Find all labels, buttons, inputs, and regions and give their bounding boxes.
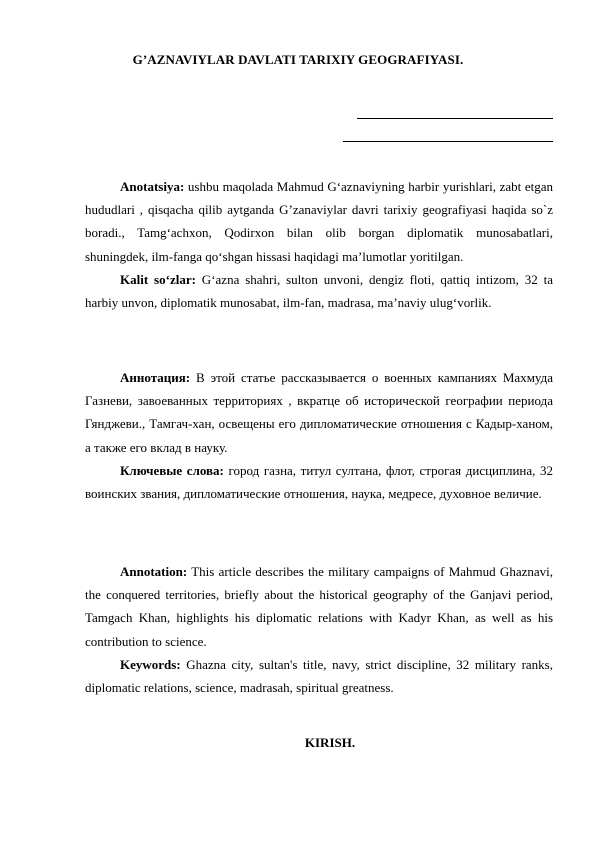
english-annotation-label: Annotation: bbox=[120, 564, 188, 579]
russian-keywords-text: город газна, титул султана, флот, строгая дисциплина, 32 воинских звания, дипломатические отношения, наука, медресе, духовное величие. bbox=[85, 462, 553, 502]
author-name-line bbox=[357, 118, 553, 119]
article-title: G’AZNAVIYLAR DAVLATI TARIXIY GEOGRAFIYASI. bbox=[132, 52, 464, 67]
section-heading-introduction: KIRISH. bbox=[304, 735, 356, 750]
english-keywords-label: Keywords: bbox=[120, 656, 181, 672]
uzbek-keywords bbox=[85, 268, 553, 314]
russian-keywords-label: Ключевые слова: bbox=[120, 462, 224, 478]
russian-annotation-label: Аннотация: bbox=[120, 370, 191, 385]
russian-abstract-section bbox=[85, 366, 553, 505]
english-keywords bbox=[85, 653, 553, 699]
russian-keywords bbox=[85, 459, 553, 505]
english-annotation bbox=[85, 560, 553, 653]
english-annotation-text: This article describes the military campaigns of Mahmud Ghaznavi, the conquered territories, briefly about the historical geography of the Ganjavi period, Tamgach Khan, highlights his diplomatic relations with Kadyr Khan, as well as his contribution to science. bbox=[85, 564, 553, 649]
russian-annotation bbox=[85, 366, 553, 459]
english-abstract-section bbox=[85, 560, 553, 699]
russian-annotation-text: В этой статье рассказывается о военных кампаниях Махмуда Газневи, завоеванных территориях , вкратце об исторической географии периода Гянджеви., Тамгач-хан, освещены его дипломатические отношения с Кадыр-ханом, а также его вклад в науку. bbox=[85, 370, 553, 455]
english-keywords-text: Ghazna city, sultan's title, navy, strict discipline, 32 military ranks, diplomatic relations, science, madrasah, spiritual greatness. bbox=[85, 656, 553, 696]
uzbek-keywords-label: Kalit so‘zlar: bbox=[120, 271, 196, 287]
uzbek-abstract-section bbox=[85, 175, 553, 314]
uzbek-annotation bbox=[85, 175, 553, 268]
uzbek-keywords-text: G‘azna shahri, sulton unvoni, dengiz floti, qattiq intizom, 32 ta harbiy unvon, diplomatik munosabat, ilm-fan, madrasa, ma’naviy ulug‘vorlik. bbox=[85, 271, 553, 311]
uzbek-annotation-text: ushbu maqolada Mahmud G‘aznaviyning harbir yurishlari, zabt etgan hududlari , qisqacha qilib aytganda G’zanaviylar davri tarixiy geografiyasi haqida so`z boradi., Tamg‘achxon, Qodirxon bilan olib borgan diplomatik munosabatlari, shuningdek, ilm-fanga qo‘shgan hissasi haqidagi ma’lumotlar yoritilgan. bbox=[85, 179, 553, 264]
author-affiliation-line bbox=[343, 141, 553, 142]
uzbek-annotation-label: Anotatsiya: bbox=[120, 179, 185, 194]
